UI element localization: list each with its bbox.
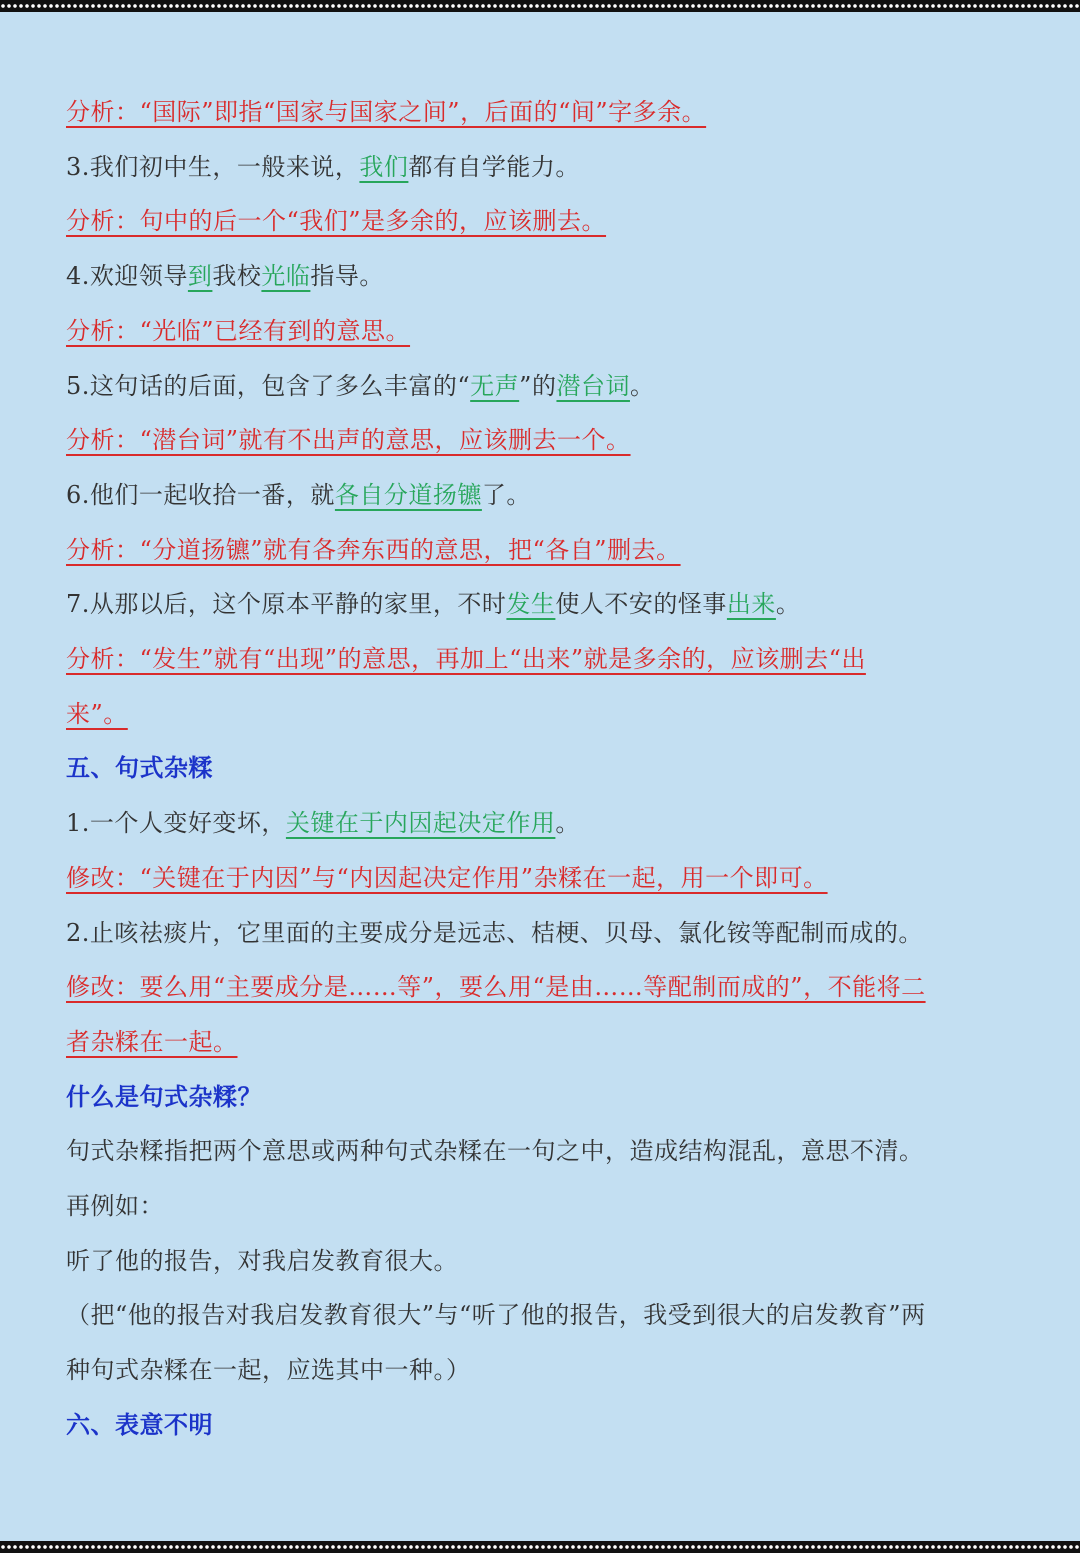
highlighted-word: 出来	[726, 590, 776, 619]
highlighted-word: 关键在于内因起决定作用	[285, 809, 556, 838]
example-sentence-5	[66, 359, 1016, 414]
sentence-text: 指导。	[310, 262, 384, 291]
analysis-text: 分析：“潜台词”就有不出声的意思，应该删去一个。	[66, 426, 631, 455]
subheading-question: 什么是句式杂糅？	[66, 1081, 262, 1111]
example-sentence: 听了他的报告，对我启发教育很大。	[66, 1246, 458, 1275]
example-sentence-4	[66, 249, 1016, 304]
revision-line	[66, 1015, 1016, 1070]
document-body	[66, 85, 1016, 1453]
decorative-top-border	[0, 0, 1080, 12]
analysis-text: 分析：“光临”已经有到的意思。	[66, 316, 411, 345]
analysis-line	[66, 194, 1016, 249]
example-sentence-6	[66, 468, 1016, 523]
analysis-text: 分析：“发生”就有“出现”的意思，再加上“出来”就是多余的，应该删去“出	[66, 645, 866, 674]
sentence-text: 都有自学能力。	[408, 152, 580, 181]
analysis-text: 分析：“分道扬镳”就有各奔东西的意思，把“各自”删去。	[66, 535, 681, 564]
sentence-text: 我校	[212, 262, 262, 291]
sentence-text: ”的	[519, 371, 557, 400]
highlighted-word: 无声	[470, 371, 520, 400]
analysis-text: 分析：句中的后一个“我们”是多余的，应该删去。	[66, 207, 607, 236]
highlighted-word: 潜台词	[556, 371, 630, 400]
section-heading-5: 五、句式杂糅	[66, 753, 213, 783]
analysis-line	[66, 85, 1016, 140]
revision-line	[66, 960, 1016, 1015]
analysis-line	[66, 413, 1016, 468]
sentence-text: 1.一个人变好变坏，	[66, 809, 286, 838]
revision-text: 修改：“关键在于内因”与“内因起决定作用”杂糅在一起，用一个即可。	[66, 863, 828, 892]
sentence-text: 使人不安的怪事	[555, 590, 727, 619]
explanation-paragraph: 种句式杂糅在一起，应选其中一种。）	[66, 1356, 471, 1385]
highlighted-word: 我们	[359, 152, 409, 181]
example-sentence-2: 2.止咳祛痰片，它里面的主要成分是远志、桔梗、贝母、氯化铵等配制而成的。	[66, 918, 923, 947]
example-sentence-1	[66, 796, 1016, 851]
highlighted-word: 到	[187, 262, 213, 291]
highlighted-word: 各自分道扬镳	[334, 480, 482, 509]
highlighted-word: 光临	[261, 262, 311, 291]
decorative-bottom-border	[0, 1541, 1080, 1553]
sentence-text: 5.这句话的后面，包含了多么丰富的“	[66, 371, 471, 400]
analysis-line	[66, 523, 1016, 578]
sentence-text: 3.我们初中生，一般来说，	[66, 152, 360, 181]
example-intro: 再例如：	[66, 1192, 164, 1221]
sentence-text: 7.从那以后，这个原本平静的家里，不时	[66, 590, 507, 619]
analysis-text: 分析：“国际”即指“国家与国家之间”，后面的“间”字多余。	[66, 98, 707, 126]
revision-text: 修改：要么用“主要成分是……等”，要么用“是由……等配制而成的”，不能将二	[66, 973, 926, 1002]
example-sentence-3	[66, 140, 1016, 195]
sentence-text: 4.欢迎领导	[66, 262, 188, 291]
revision-line	[66, 851, 1016, 906]
sentence-text: 了。	[481, 480, 531, 509]
analysis-text: 来”。	[66, 699, 128, 728]
sentence-text: 。	[775, 590, 801, 619]
revision-text: 者杂糅在一起。	[66, 1027, 238, 1056]
analysis-line	[66, 304, 1016, 359]
highlighted-word: 发生	[506, 590, 556, 619]
explanation-paragraph: （把“他的报告对我启发教育很大”与“听了他的报告，我受到很大的启发教育”两	[66, 1301, 926, 1330]
section-heading-6: 六、表意不明	[66, 1409, 213, 1439]
definition-paragraph: 句式杂糅指把两个意思或两种句式杂糅在一句之中，造成结构混乱，意思不清。	[66, 1137, 924, 1166]
example-sentence-7	[66, 577, 1016, 632]
sentence-text: 。	[629, 371, 655, 400]
analysis-line	[66, 687, 1016, 742]
analysis-line	[66, 632, 1016, 687]
sentence-text: 6.他们一起收拾一番，就	[66, 480, 335, 509]
sentence-text: 。	[555, 809, 580, 838]
